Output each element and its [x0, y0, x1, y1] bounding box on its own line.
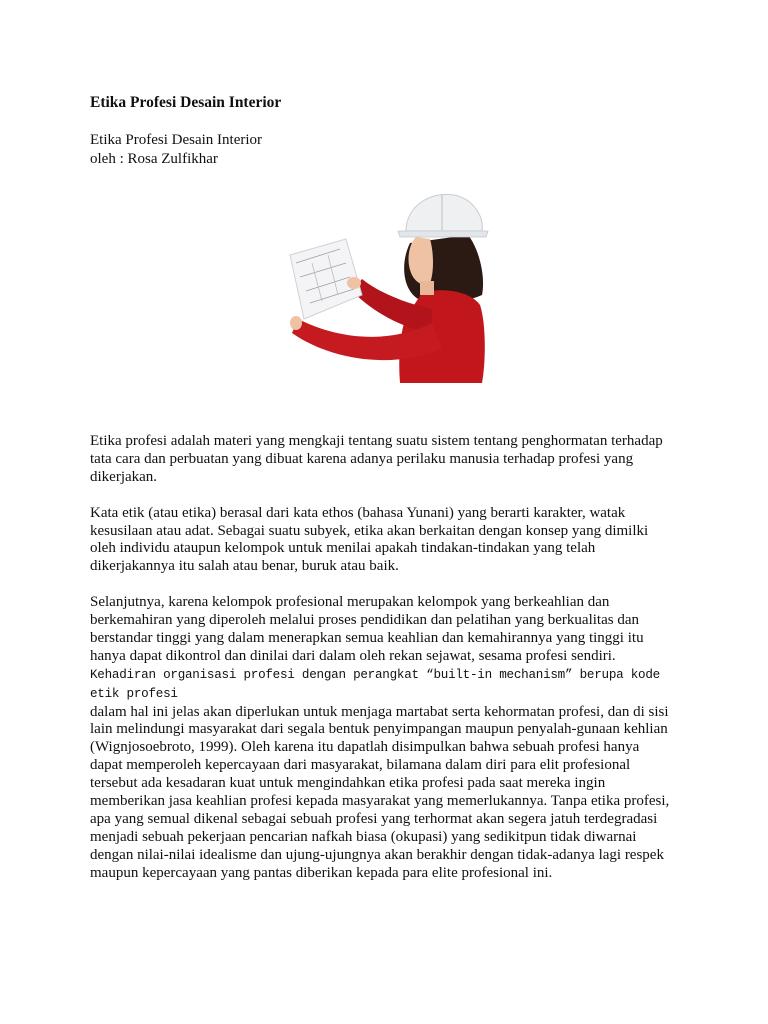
architect-woman-illustration: [282, 183, 492, 383]
paragraph-3: Selanjutnya, karena kelompok profesional merupakan kelompok yang berkeahlian dan berkemahiran yang diperoleh melalui proses pendidikan dan pelatihan yang berkualitas dan berstandar tinggi yang dalam menerapkan semua keahlian dan kemahirannya yang tinggi itu hanya dapat dikontrol dan dinilai dari dalam oleh rekan sejawat, sesama profesi sendiri. Kehadiran organisasi profesi dengan perangkat “built-in mechanism” berupa kode etik profesi dalam hal ini jelas akan diperlukan untuk menjaga martabat serta kehormatan profesi, dan di sisi lain melindungi masyarakat dari segala bentuk penyimpangan maupun penyalah-gunaan kehlian (Wignjosoebroto, 1999). Oleh karena itu dapatlah disimpulkan bahwa sebuah profesi hanya dapat memperoleh kepercayaan dari masyarakat, bilamana dalam diri para elit profesional tersebut ada kesadaran kuat untuk mengindahkan etika profesi pada saat mereka ingin memberikan jasa keahlian profesi kepada masyarakat yang memerlukannya. Tanpa etika profesi, apa yang semual dikenal sebagai sebuah profesi yang terhormat akan segera jatuh terdegradasi menjadi sebuah pekerjaan pencarian nafkah biasa (okupasi) yang sedikitpun tidak diwarnai dengan nilai-nilai idealisme dan ujung-ujungnya akan berakhir dengan tidak-adanya lagi respek maupun kepercayaan yang pantas diberikan kepada para elite profesional ini.: [90, 594, 670, 881]
document-title: Etika Profesi Desain Interior: [90, 94, 282, 111]
hand-right: [347, 277, 361, 289]
neck: [420, 281, 434, 295]
subtitle-title-line: Etika Profesi Desain Interior: [90, 132, 263, 148]
paragraph-2: Kata etik (atau etika) berasal dari kata ethos (bahasa Yunani) yang berarti karakter, watak kesusilaan atau adat. Sebagai suatu subyek, etika akan berkaitan dengan konsep yang dimilki oleh individu ataupun kelompok untuk menilai apakah tindakan-tindakan yang telah dikerjakannya itu salah atau benar, buruk atau baik.: [90, 504, 649, 575]
subtitle-author-line: oleh : Rosa Zulfikhar: [90, 150, 218, 167]
document-body: [90, 433, 690, 901]
hard-hat: [398, 194, 488, 237]
mono-line: Kehadiran organisasi profesi dengan perangkat “built-in mechanism” berupa kode etik profesi: [90, 667, 660, 701]
paragraph-1: Etika profesi adalah materi yang mengkaji tentang suatu sistem tentang penghormatan terhadap tata cara dan perbuatan yang dibuat karena adanya perilaku manusia terhadap profesi yang dikerjakan.: [90, 433, 663, 485]
hand-left: [290, 316, 302, 330]
document-subtitle: [90, 131, 262, 168]
